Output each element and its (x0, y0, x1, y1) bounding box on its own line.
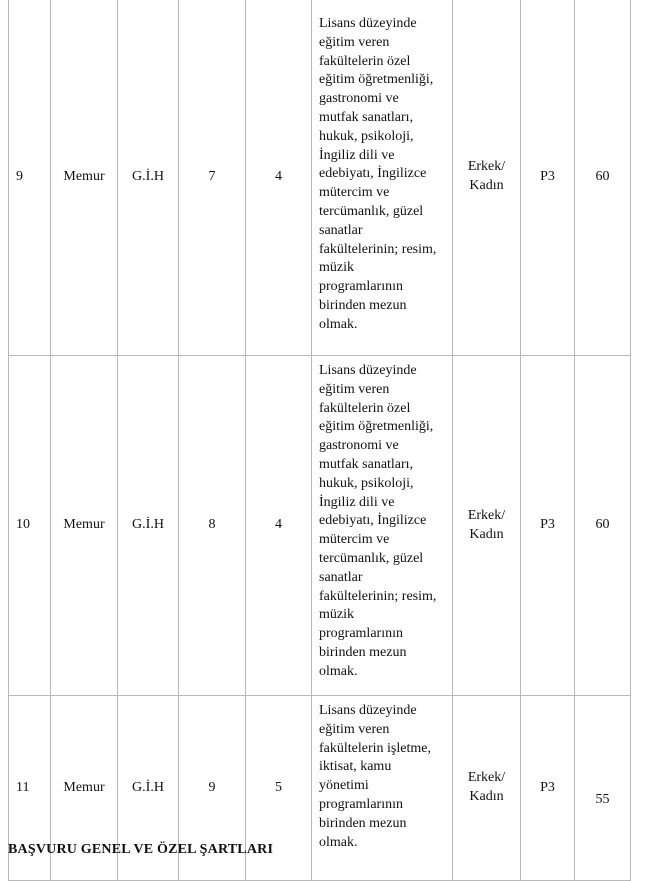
qualification-text: Lisans düzeyinde eğitim veren fakültelerin özel eğitim öğretmenliği, gastronomi ve mutfak sanatları, hukuk, psikoloji, İngiliz dili ve edebiyatı, İngilizce mütercim ve tercümanlık, güzel sanatlar fakültelerinin; resim, müzik programlarının birinden mezun olmak. (312, 0, 453, 356)
positions-table (8, 0, 631, 881)
table-row (9, 356, 631, 696)
position-count: 4 (246, 356, 312, 696)
kpss-type: P3 (521, 0, 575, 356)
position-grade: 9 (179, 696, 246, 881)
min-score: 55 (575, 696, 631, 881)
row-number: 10 (9, 356, 51, 696)
kpss-type: P3 (521, 696, 575, 881)
qualification-text: Lisans düzeyinde eğitim veren fakültelerin özel eğitim öğretmenliği, gastronomi ve mutfak sanatları, hukuk, psikoloji, İngiliz dili ve edebiyatı, İngilizce mütercim ve tercümanlık, güzel sanatlar fakültelerinin; resim, müzik programlarının birinden mezun olmak. (312, 356, 453, 696)
gender-cell: Erkek/ Kadın (453, 356, 521, 696)
position-count: 5 (246, 696, 312, 881)
kpss-type: P3 (521, 356, 575, 696)
position-title: Memur (51, 356, 118, 696)
position-class: G.İ.H (118, 696, 179, 881)
position-grade: 7 (179, 0, 246, 356)
gender-cell: Erkek/ Kadın (453, 0, 521, 356)
min-score: 60 (575, 0, 631, 356)
row-number: 11 (9, 696, 51, 881)
section-heading: BAŞVURU GENEL VE ÖZEL ŞARTLARI (8, 842, 274, 857)
table-row (9, 0, 631, 356)
position-count: 4 (246, 0, 312, 356)
position-grade: 8 (179, 356, 246, 696)
position-class: G.İ.H (118, 0, 179, 356)
position-title: Memur (51, 0, 118, 356)
row-number: 9 (9, 0, 51, 356)
qualification-text: Lisans düzeyinde eğitim veren fakültelerin işletme, iktisat, kamu yönetimi programlarının birinden mezun olmak. (312, 696, 453, 881)
min-score: 60 (575, 356, 631, 696)
gender-cell: Erkek/ Kadın (453, 696, 521, 881)
position-class: G.İ.H (118, 356, 179, 696)
position-title: Memur (51, 696, 118, 881)
